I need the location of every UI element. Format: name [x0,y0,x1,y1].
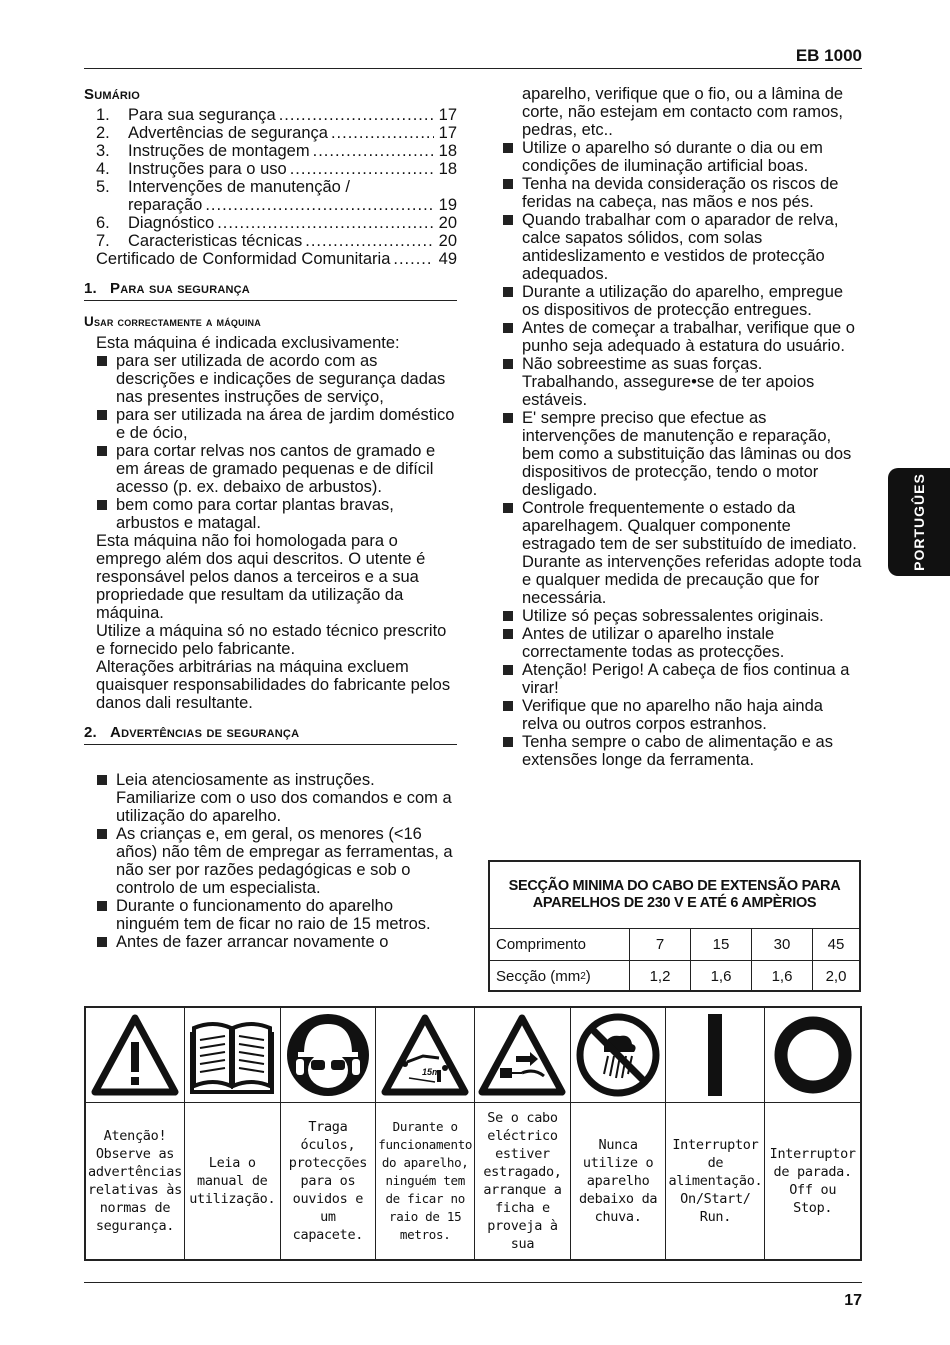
table-cell: 15 [691,929,752,960]
list-item: E' sempre preciso que efectue as intervenções de manutenção e reparação, bem como a substituição das lâminas ou dos dispositivos de protecção, tendo o motor desligado. [501,409,863,499]
toc-item: 7. Caracteristicas técnicas ..... 20 [96,232,457,250]
switch-on-icon [671,1012,759,1098]
bullet-icon [97,937,107,947]
continued-text: aparelho, verifique que o fio, ou a lâmina de corte, não estejam em contacto com ramos, pedras, etc.. [522,85,844,139]
table-cell: 1,6 [752,961,813,992]
bullet-icon [97,775,107,785]
row-label: Secção (mm 2 ) [490,961,630,992]
bullet-icon [503,287,513,297]
table-row [490,929,859,961]
cable-section-table [488,860,861,992]
bullet-icon [503,701,513,711]
table-cell: 1,2 [630,961,691,992]
bullet-icon [503,179,513,189]
bullet-icon [97,901,107,911]
symbol-description: Atenção! Observe as advertências relativas às normas de segurança. [88,1128,182,1234]
list-item: Quando trabalhar com o aparador de relva, calce sapatos sólidos, com solas antideslizamento e vestidos de protecção adequados. [501,211,863,283]
bullet-icon [503,611,513,621]
symbol-cell [281,1008,377,1259]
list-item: bem como para cortar plantas bravas, arbustos e matagal. [96,496,457,532]
switch-off-icon [769,1012,857,1098]
paragraph: Alterações arbitrárias na máquina excluem quaisquer responsabilidades do fabricante pelos danos dali resultante. [96,658,451,712]
paragraph: Esta máquina não foi homologada para o emprego além dos aqui descritos. O utente é responsável pelos danos a terceiros e a sua propriedade que resultam da utilização da máquina. [96,532,426,622]
bullet-icon [503,323,513,333]
table-cell: 7 [630,929,691,960]
list-item: Tenha na devida consideração os riscos de feridas na cabeça, nas mãos e nos pés. [501,175,863,211]
section-1-intro: Esta máquina é indicada exclusivamente: [96,334,400,352]
symbol-description: Leia o manual de utilização. [189,1155,276,1207]
section-1-heading: 1. Para sua segurança [84,280,457,301]
right-column [501,85,863,769]
table-cell: 30 [752,929,813,960]
unplug-cable-icon [478,1012,566,1098]
svg-text:15m: 15m [422,1067,441,1077]
list-item: Tenha sempre o cabo de alimentação e as extensões longe da ferramenta. [501,733,863,769]
list-item: Controle frequentemente o estado da aparelhagem. Qualquer componente estragado tem de ser substituído de imediato. Durante as intervenções referidas adopte toda e qualquer medida de precaução que for necessária. [501,499,863,607]
symbol-cell [765,1008,860,1259]
symbol-description: Traga óculos, protecções para os ouvidos e um capacete. [288,1119,368,1243]
toc-title: Sumário [84,86,141,103]
footer-rule [84,1282,862,1283]
protective-gear-icon [284,1012,372,1098]
model-name: EB 1000 [795,46,862,65]
symbol-description: Durante o funcionamento do aparelho, ninguém tem de ficar no raio de 15 metros. [378,1119,473,1242]
symbol-description: Nunca utilize o aparelho debaixo da chuva. [578,1137,658,1225]
bullet-icon [97,356,107,366]
symbol-cell [666,1008,765,1259]
list-item: Utilize só peças sobressalentes originais. [501,607,863,625]
cable-table-title: SECÇÃO MINIMA DO CABO DE EXTENSÃO PARA APARELHOS DE 230 V E ATÉ 6 AMPÈRIOS [490,862,859,929]
toc-item: 3. Instruções de montagem ..... 18 [96,142,457,160]
list-item: para cortar relvas nos cantos de gramado e em áreas de gramado pequenas e de difícil acesso (p. ex. debaixo de arbustos). [96,442,457,496]
row-label: Comprimento [490,929,630,960]
list-item: Durante o funcionamento do aparelho ninguém tem de ficar no raio de 15 metros. [96,897,457,933]
list-item: Utilize o aparelho só durante o dia ou em condições de iluminação artificial boas. [501,139,863,175]
bullet-icon [503,215,513,225]
warning-exclamation-icon [91,1012,179,1098]
bullet-icon [97,500,107,510]
toc-item: 5. Intervenções de manutenção / [96,178,350,196]
page-header [84,44,862,69]
symbol-cell [475,1008,571,1259]
symbol-cell [571,1008,667,1259]
list-item: para ser utilizada de acordo com as descrições e indicações de segurança dadas nas presentes instruções de serviço, [96,352,457,406]
section-1-subtitle: Usar correctamente a máquina [84,314,261,329]
toc-item: 2. Advertências de segurança ..... 17 [96,124,457,142]
bullet-icon [97,829,107,839]
no-rain-icon [574,1012,662,1098]
toc-item: 4. Instruções para o uso ..... 18 [96,160,457,178]
toc-item-certificate: Certificado de Conformidad Comunitaria ..... 49 [96,250,457,268]
manual-book-icon [188,1012,276,1098]
bullet-icon [503,413,513,423]
table-cell: 45 [827,936,845,953]
bullet-icon [97,446,107,456]
bullet-icon [503,503,513,513]
list-item: Verifique que no aparelho não haja ainda relva ou outros corpos estranhos. [501,697,863,733]
table-cell: 1,6 [691,961,752,992]
list-item: Não sobreestime as suas forças. Trabalhando, assegure•se de ter apoios estáveis. [501,355,863,409]
symbol-cell [376,1008,475,1259]
table-row [490,961,859,992]
toc-item: 1. Para sua segurança ..... 17 [96,106,457,124]
symbols-table [84,1006,862,1261]
list-item: Antes de fazer arrancar novamente o [96,933,457,951]
symbol-description: Interruptor de parada. Off ou Stop. [769,1146,856,1216]
language-label: PORTUGÛES [911,473,927,571]
list-item: Antes de utilizar o aparelho instale correctamente todas as protecções. [501,625,863,661]
table-cell: 2,0 [825,968,847,985]
bullet-icon [97,410,107,420]
toc-item: 6. Diagnóstico ..... 20 [96,214,457,232]
symbol-cell [86,1008,185,1259]
section-2-heading: 2. Advertências de segurança [84,724,457,745]
symbol-description: Se o cabo eléctrico estiver estragado, arranque a ficha e proveja à sua [483,1110,562,1252]
symbol-description: Interruptor de alimentação. On/Start/ Run. [668,1137,763,1225]
bullet-icon [503,143,513,153]
bullet-icon [503,359,513,369]
language-tab [888,468,950,576]
distance-15m-icon [381,1012,469,1098]
list-item: As crianças e, em geral, os menores (<16 años) não têm de empregar as ferramentas, a não ser por razões pedagógicas e sob o controlo de um especialista. [96,825,457,897]
symbol-cell [185,1008,281,1259]
list-item: Atenção! Perigo! A cabeça de fios continua a virar! [501,661,863,697]
paragraph: Utilize a máquina só no estado técnico prescrito e fornecido pelo fabricante. [96,622,447,658]
list-item: Leia atenciosamente as instruções. Familiarize com o uso dos comandos e com a utilização do aparelho. [96,771,457,825]
bullet-icon [503,629,513,639]
bullet-icon [503,737,513,747]
toc-item-continued: reparação ..... 19 [96,196,457,214]
table-of-contents [96,106,457,268]
left-column [84,86,457,951]
page-number: 17 [844,1292,862,1309]
bullet-icon [503,665,513,675]
list-item: Antes de começar a trabalhar, verifique que o punho seja adequado à estatura do usuário. [501,319,863,355]
list-item: Durante a utilização do aparelho, empregue os dispositivos de protecção entregues. [501,283,863,319]
list-item: para ser utilizada na área de jardim doméstico e de ócio, [96,406,457,442]
